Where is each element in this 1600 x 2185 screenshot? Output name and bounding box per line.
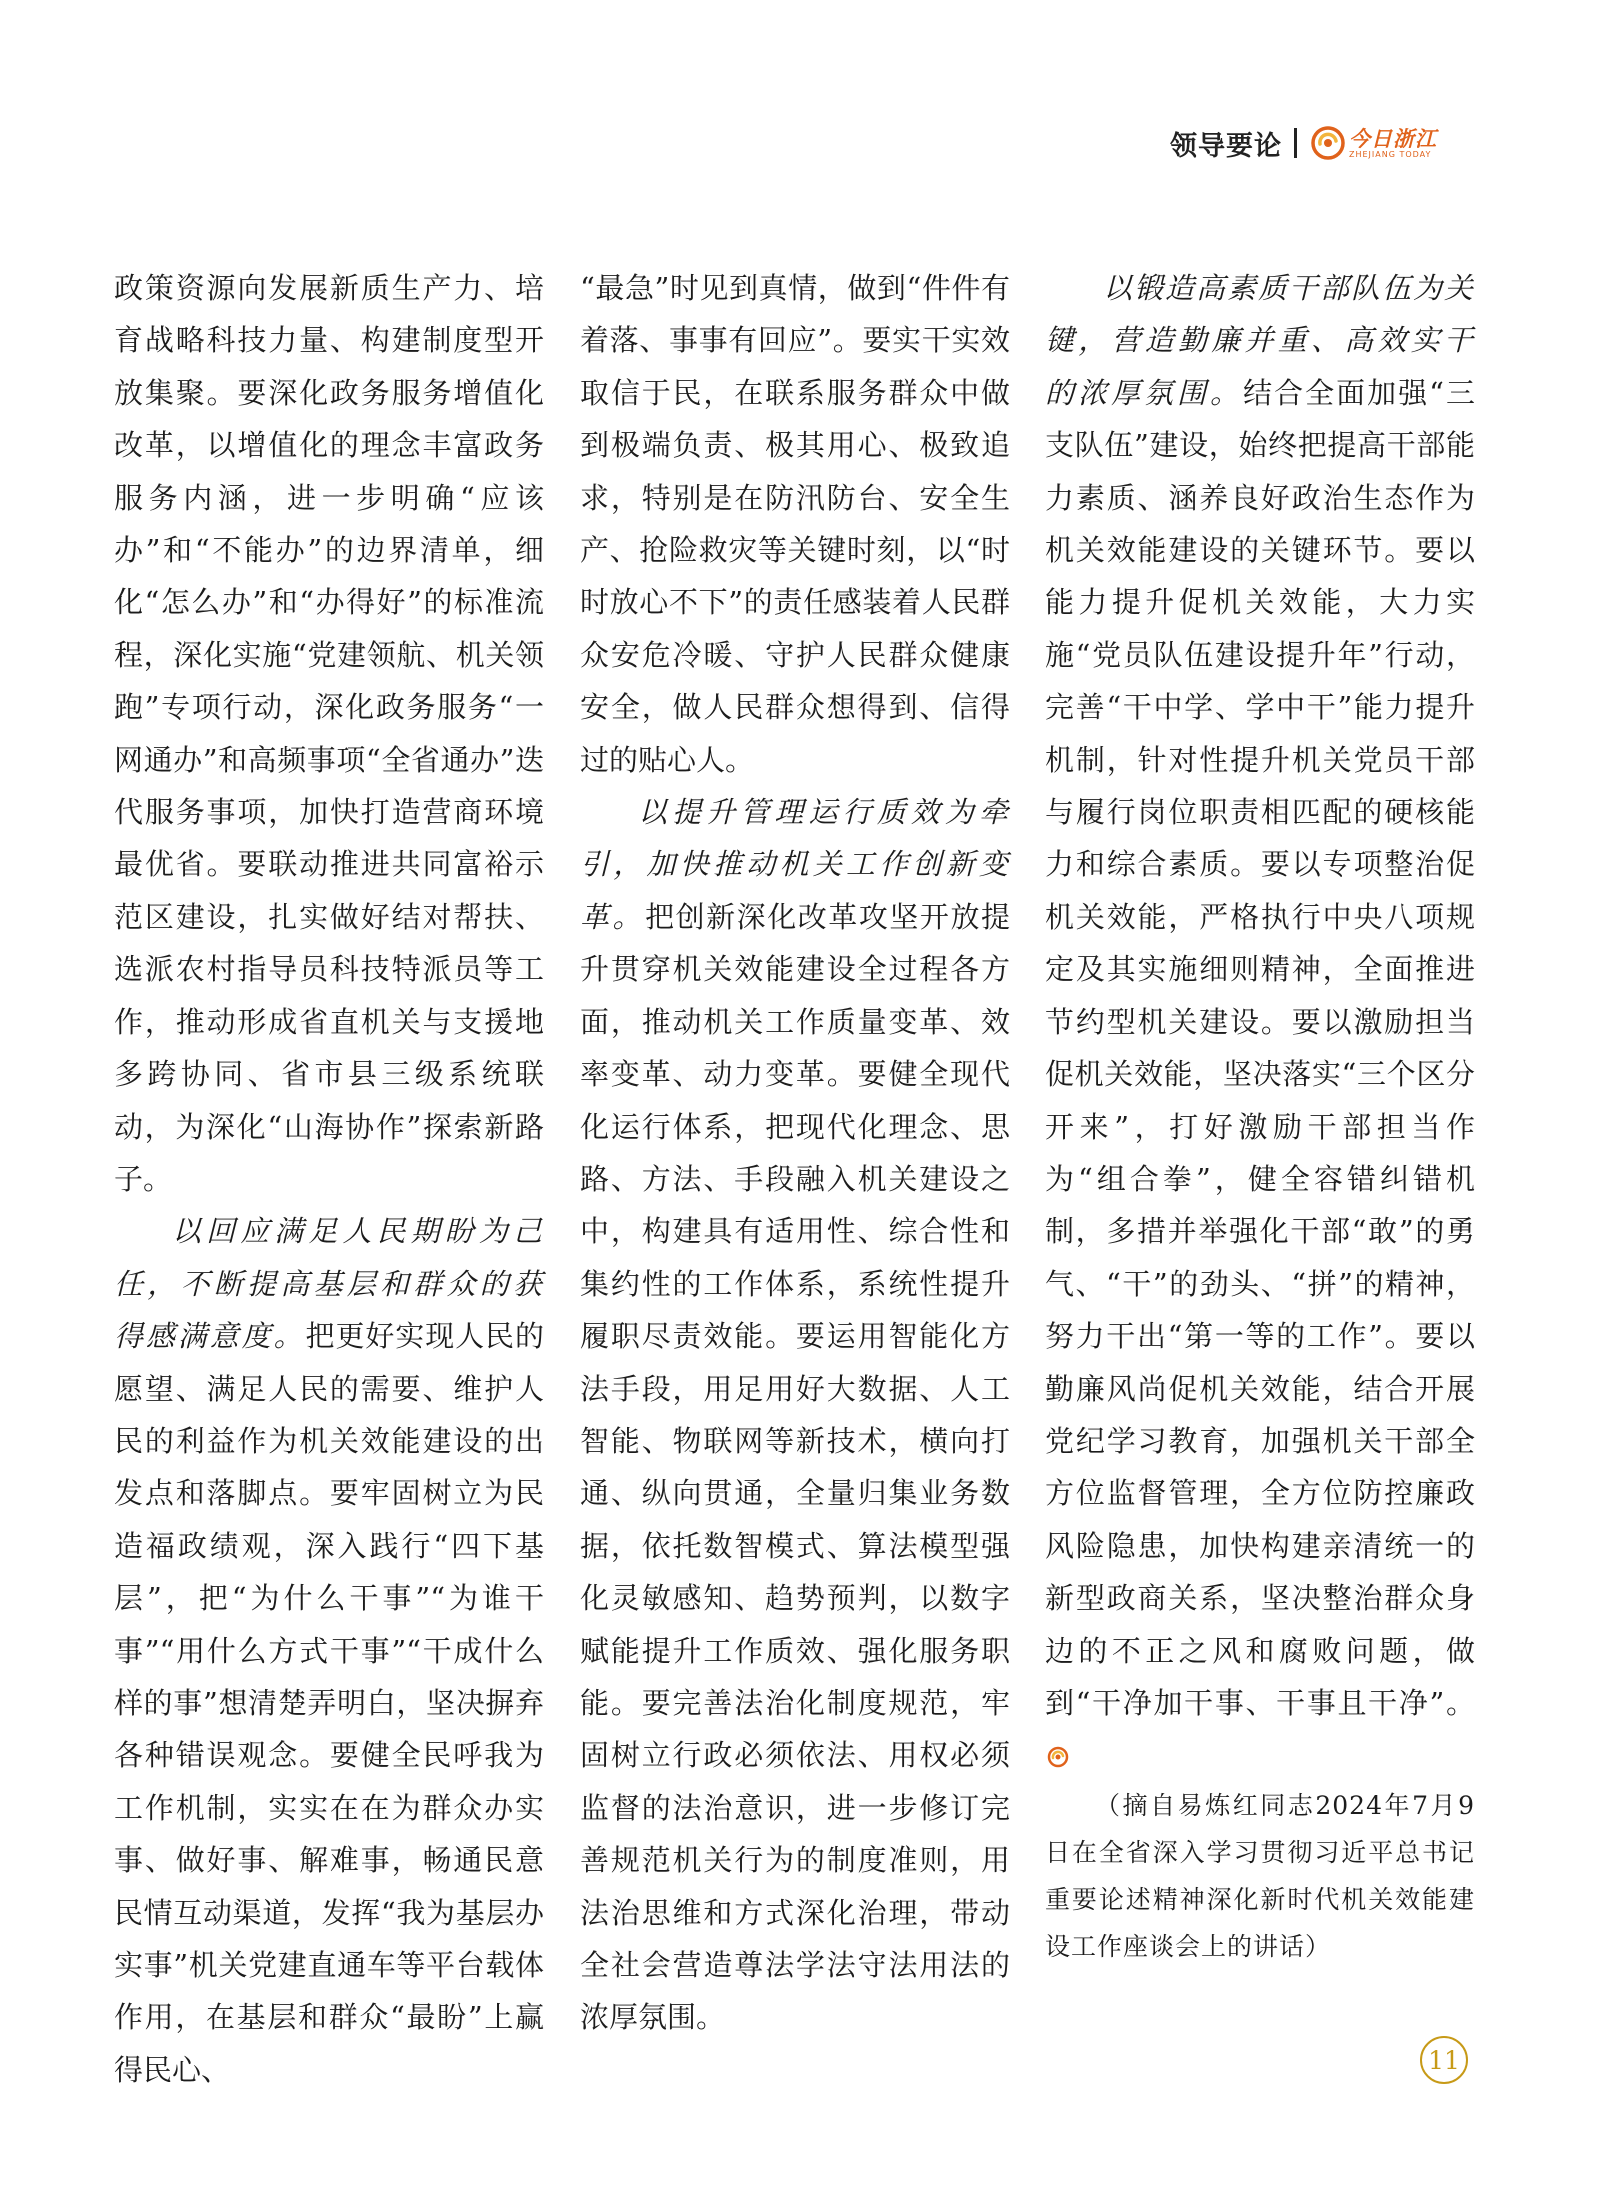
paragraph-lead: 以提升管理运行质效为牵引，加快推动机关工作创新变革。	[580, 795, 1010, 934]
paragraph	[1045, 262, 1475, 1782]
text-column-1	[114, 262, 544, 2096]
logo-swirl-icon	[1311, 126, 1345, 160]
paragraph	[580, 786, 1010, 2044]
header-divider	[1294, 128, 1297, 158]
paragraph-body: 结合全面加强“三支队伍”建设，始终把提高干部能力素质、涵养良好政治生态作为机关效能建设的关键环节。要以能力提升促机关效能，大力实施“党员队伍建设提升年”行动，完善“干中学、学中干”能力提升机制，针对性提升机关党员干部与履行岗位职责相匹配的硬核能力和综合素质。要以专项整治促机关效能，严格执行中央八项规定及其实施细则精神，全面推进节约型机关建设。要以激励担当促机关效能，坚决落实“三个区分开来”，打好激励干部担当作为“组合拳”，健全容错纠错机制，多措并举强化干部“敢”的勇气、“干”的劲头、“拼”的精神，努力干出“第一等的工作”。要以勤廉风尚促机关效能，结合开展党纪学习教育，加强机关干部全方位监督管理，全方位防控廉政风险隐患，加快构建亲清统一的新型政商关系，坚决整治群众身边的不正之风和腐败问题，做到“干净加干事、干事且干净”。	[1045, 375, 1475, 1720]
section-name: 领导要论	[1170, 130, 1282, 162]
end-mark-icon	[1047, 1746, 1069, 1768]
paragraph: 政策资源向发展新质生产力、培育战略科技力量、构建制度型开放集聚。要深化政务服务增值化改革，以增值化的理念丰富政务服务内涵，进一步明确“应该办”和“不能办”的边界清单，细化“怎么办”和“办得好”的标准流程，深化实施“党建领航、机关领跑”专项行动，深化政务服务“一网通办”和高频事项“全省通办”迭代服务事项，加快打造营商环境最优省。要联动推进共同富裕示范区建设，扎实做好结对帮扶、选派农村指导员科技特派员等工作，推动形成省直机关与支援地多跨协同、省市县三级系统联动，为深化“山海协作”探索新路子。	[114, 271, 544, 1196]
paragraph-lead: 以锻造高素质干部队伍为关键，营造勤廉并重、高效实干的浓厚氛围。	[1045, 271, 1476, 410]
paragraph-body: 把创新深化改革攻坚开放提升贯穿机关效能建设全过程各方面，推动机关工作质量变革、效率变革、动力变革。要健全现代化运行体系，把现代化理念、思路、方法、手段融入机关建设之中，构建具有适用性、综合性和集约性的工作体系，系统性提升履职尽责效能。要运用智能化方法手段，用足用好大数据、人工智能、物联网等新技术，横向打通、纵向贯通，全量归集业务数据，依托数智模式、算法模型强化灵敏感知、趋势预判，以数字赋能提升工作质效、强化服务职能。要完善法治化制度规范，牢固树立行政必须依法、用权必须监督的法治意识，进一步修订完善规范机关行为的制度准则，用法治思维和方式深化治理，带动全社会营造尊法学法守法用法的浓厚氛围。	[580, 899, 1010, 2035]
logo-chinese-text: 今日浙江	[1349, 125, 1437, 151]
text-column-3	[1045, 262, 1475, 1970]
source-note: （摘自易炼红同志2024年7月9日在全省深入学习贯彻习近平总书记重要论述精神深化新时代机关效能建设工作座谈会上的讲话）	[1045, 1790, 1475, 1961]
running-header	[1170, 118, 1510, 168]
paragraph-lead: 以回应满足人民期盼为己任，不断提高基层和群众的获得感满意度。	[114, 1214, 544, 1354]
paragraph: “最急”时见到真情，做到“件件有着落、事事有回应”。要实干实效取信于民，在联系服务群众中做到极端负责、极其用心、极致追求，特别是在防汛防台、安全生产、抢险救灾等关键时刻，以“时时放心不下”的责任感装着人民群众安危冷暖、守护人民群众健康安全，做人民群众想得到、信得过的贴心人。	[580, 271, 1010, 777]
magazine-logo	[1311, 126, 1437, 160]
logo-english-text: ZHEJIANG TODAY	[1349, 149, 1432, 159]
text-column-2	[580, 262, 1010, 2044]
page-number: 11	[1420, 2036, 1468, 2084]
paragraph	[114, 1205, 544, 2096]
paragraph-body: 把更好实现人民的愿望、满足人民的需要、维护人民的利益作为机关效能建设的出发点和落脚点。要牢固树立为民造福政绩观，深入践行“四下基层”，把“为什么干事”“为谁干事”“用什么方式干事”“干成什么样的事”想清楚弄明白，坚决摒弃各种错误观念。要健全民呼我为工作机制，实实在在为群众办实事、做好事、解难事，畅通民意民情互动渠道，发挥“我为基层办实事”机关党建直通车等平台载体作用，在基层和群众“最盼”上赢得民心、	[114, 1319, 544, 2087]
